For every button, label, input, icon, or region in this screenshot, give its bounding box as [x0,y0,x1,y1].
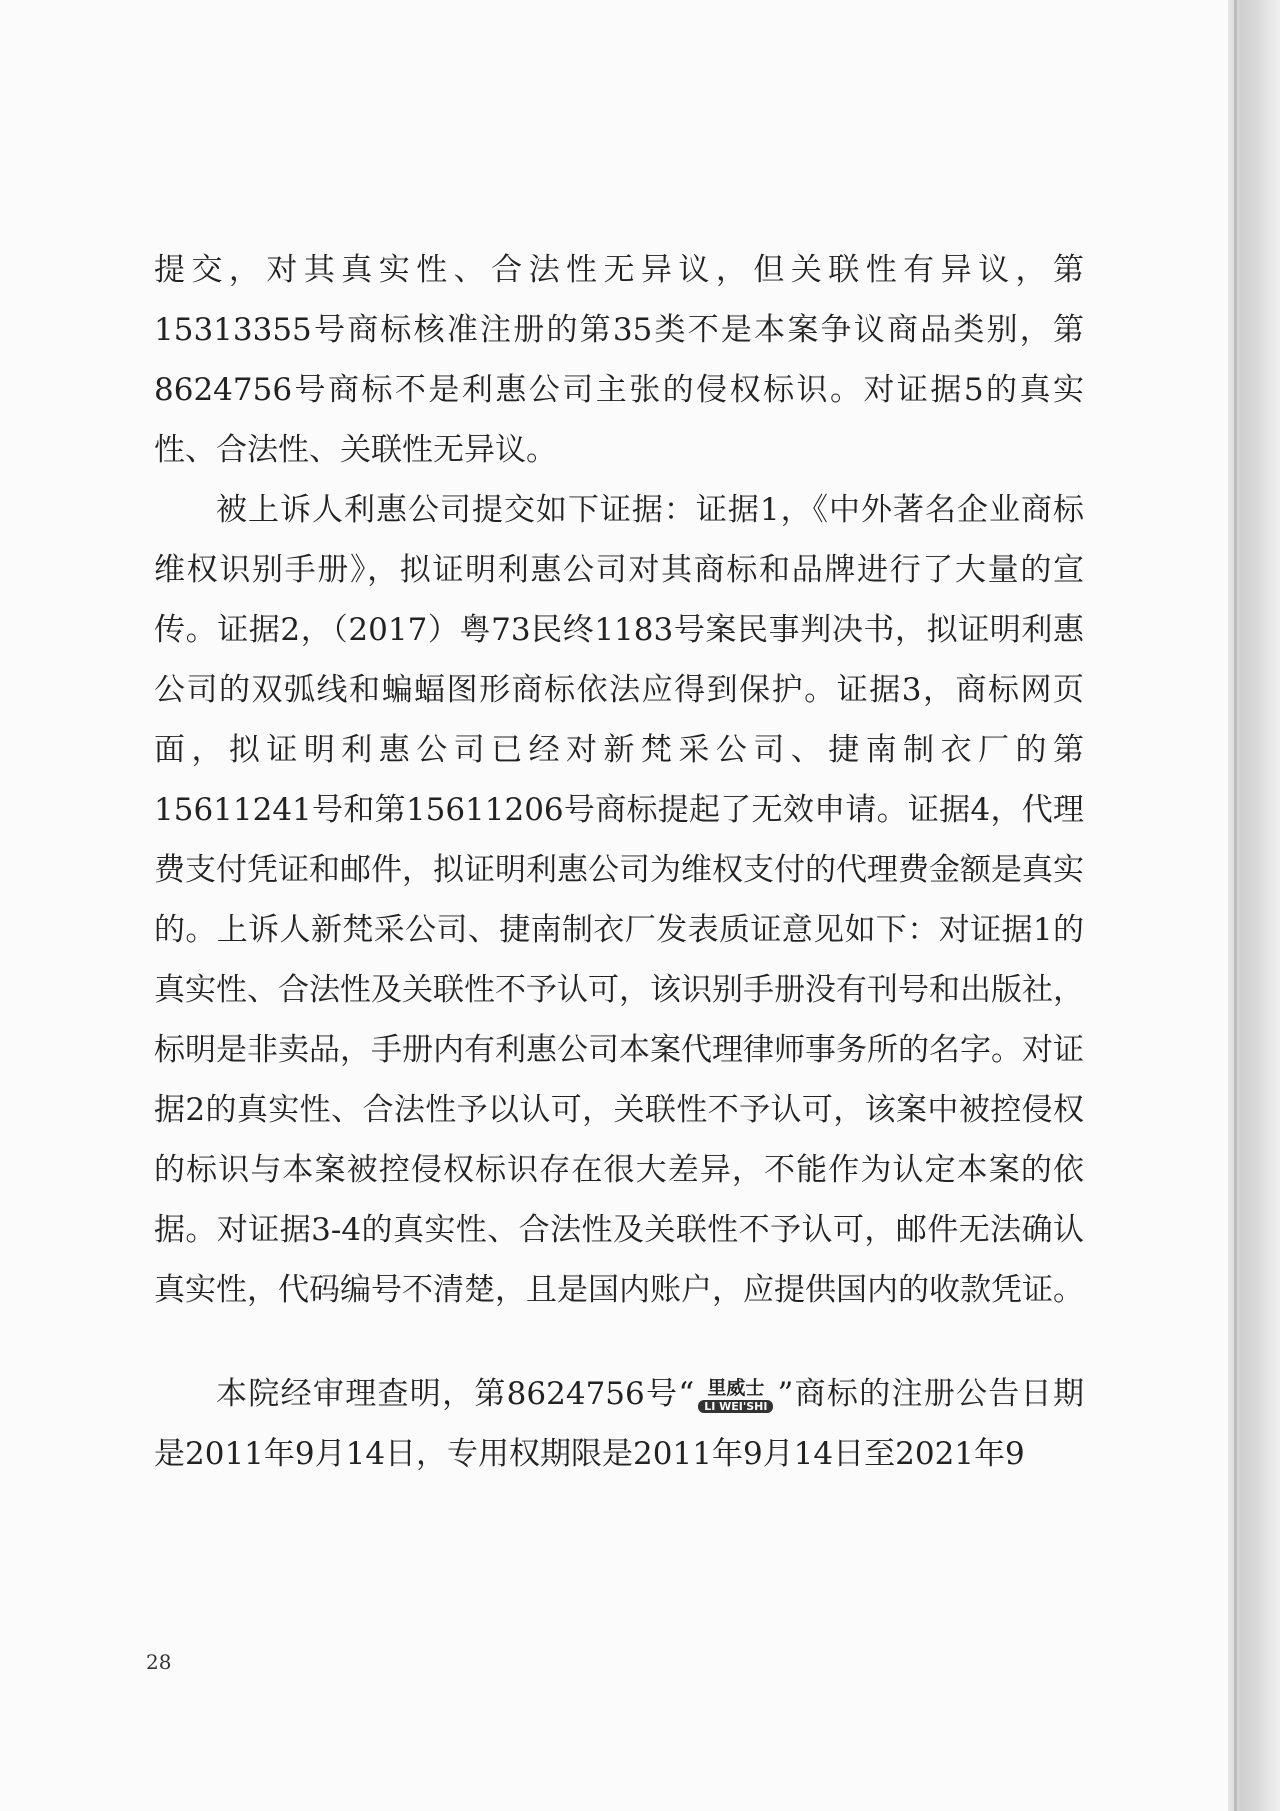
trademark-image [698,1376,773,1413]
paragraph-evidence-objection: 提交，对其真实性、合法性无异议，但关联性有异议，第15313355号商标核准注册的第35类不是本案争议商品类别，第8624756号商标不是利惠公司主张的侵权标识。对证据5的真实性、合法性、关联性无异议。 [154,252,1084,468]
finding-text-after: ”商标的注册公告日期是2011年9月14日，专用权期限是2011年9月14日至2021年9 [154,1376,1084,1472]
trademark-latin-text: LI WEI'SHI [698,1400,773,1413]
page-edge-shadow [1234,0,1237,1811]
finding-text-before: 本院经审理查明，第8624756号“ [216,1376,695,1412]
judgment-text [154,240,1084,1484]
paragraph-appellee-evidence: 被上诉人利惠公司提交如下证据：证据1，《中外著名企业商标维权识别手册》，拟证明利惠公司对其商标和品牌进行了大量的宣传。证据2，（2017）粤73民终1183号案民事判决书，拟证明利惠公司的双弧线和蝙蝠图形商标依法应得到保护。证据3，商标网页面，拟证明利惠公司已经对新梵采公司、捷南制衣厂的第15611241号和第15611206号商标提起了无效申请。证据4，代理费支付凭证和邮件，拟证明利惠公司为维权支付的代理费金额是真实的。上诉人新梵采公司、捷南制衣厂发表质证意见如下：对证据1的真实性、合法性及关联性不予认可，该识别手册没有刊号和出版社，标明是非卖品，手册内有利惠公司本案代理律师事务所的名字。对证据2的真实性、合法性予以认可，关联性不予认可，该案中被控侵权的标识与本案被控侵权标识存在很大差异，不能作为认定本案的依据。对证据3-4的真实性、合法性及关联性不予认可，邮件无法确认真实性，代码编号不清楚，且是国内账户，应提供国内的收款凭证。 [154,492,1084,1308]
paragraph-court-finding [154,1364,1084,1484]
trademark-chinese-text: 里威士 [707,1376,765,1399]
page-number: 28 [146,1650,172,1674]
